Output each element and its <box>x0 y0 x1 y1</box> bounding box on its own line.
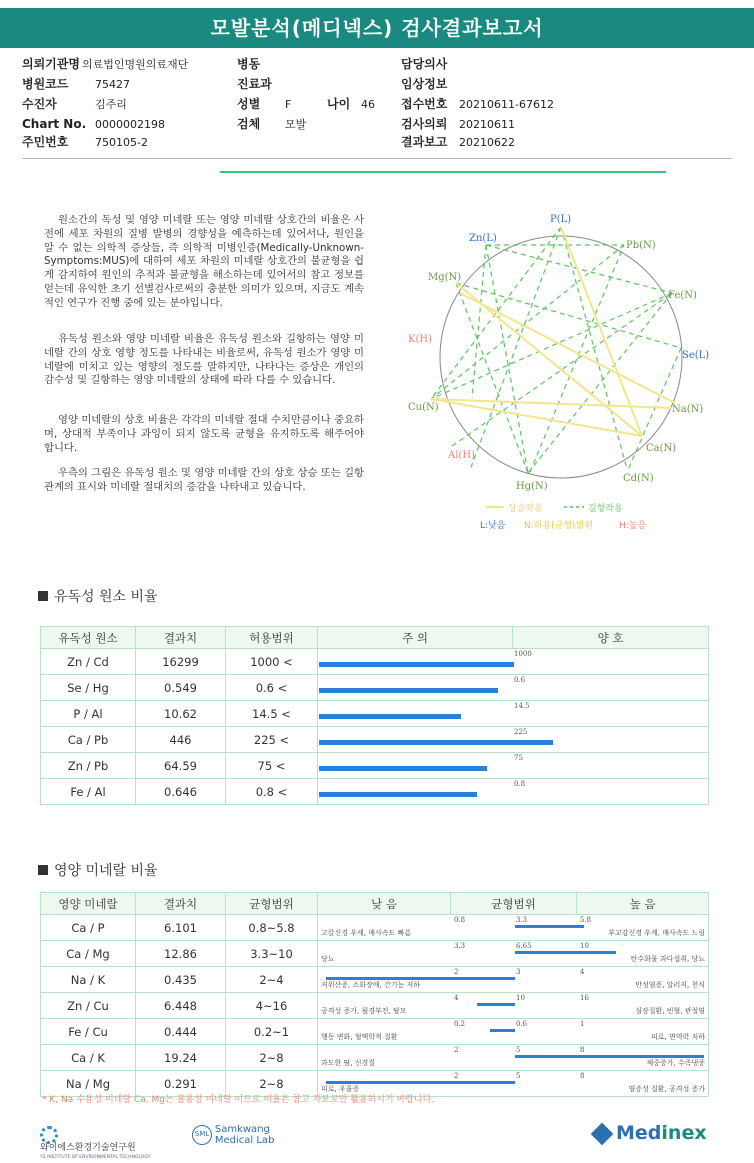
request-value: 20210611 <box>459 118 515 131</box>
node-na: Na(N) <box>672 404 704 415</box>
age-value: 46 <box>361 98 375 111</box>
toxic-bar-cell <box>318 753 709 779</box>
nutri-high-desc: 부교감신경 우세, 매사속도 느림 <box>608 929 705 937</box>
patient-value: 김주리 <box>95 98 127 111</box>
nutri-high-desc: 염증성 질환, 공격성 증가 <box>628 1085 705 1093</box>
toxic-bar <box>319 688 498 693</box>
sml-logo-icon: SML <box>192 1125 212 1145</box>
nutri-value: 0.444 <box>136 1019 226 1045</box>
toxic-tick: 75 <box>514 754 523 762</box>
nutri-high-desc: 피로, 면역력 저하 <box>650 1033 705 1041</box>
node-hg: Hg(N) <box>516 481 548 492</box>
nutri-bar-cell <box>318 993 709 1019</box>
node-fe: Fe(N) <box>668 290 697 301</box>
report-label: 결과보고 <box>401 135 448 149</box>
receipt-value: 20210611-67612 <box>459 98 554 111</box>
nutri-range: 0.2~1 <box>226 1019 318 1045</box>
toxic-col-range: 허용범위 <box>226 627 318 649</box>
samkwang-sub: Medical Lab <box>214 1135 275 1146</box>
nutri-bar-cell <box>318 941 709 967</box>
toxic-value: 0.646 <box>136 779 226 805</box>
section-square-icon <box>38 591 48 601</box>
nutri-tick-high: 8 <box>580 1046 585 1054</box>
nutri-tick-low: 4 <box>454 994 459 1002</box>
node-al: Al(H) <box>448 450 475 461</box>
toxic-col-value: 결과치 <box>136 627 226 649</box>
nutri-tick-mid: 3.3 <box>516 916 528 924</box>
nutri-tick-high: 4 <box>580 968 585 976</box>
toxic-header-row <box>41 627 709 649</box>
nutri-bar <box>515 1055 704 1058</box>
header-doctor <box>401 56 447 72</box>
toxic-value: 64.59 <box>136 753 226 779</box>
nutri-bar <box>490 1029 515 1032</box>
nutri-value: 6.101 <box>136 915 226 941</box>
intro-paragraph-4: 우측의 그림은 유독성 원소 및 영양 미네랄 간의 상호 상승 또는 길항 관계의 표시와 미네랄 절대치의 증감을 나타내고 있습니다. <box>44 467 364 493</box>
nutri-row <box>41 1045 709 1071</box>
nutri-tick-mid: 6.65 <box>516 942 532 950</box>
nutri-row <box>41 967 709 993</box>
nutri-range: 2~8 <box>226 1045 318 1071</box>
toxic-tick: 0.6 <box>514 676 526 684</box>
toxic-tick: 1000 <box>514 650 532 658</box>
nutri-low-desc: 피로, 우울증 <box>321 1085 360 1093</box>
section-square-icon <box>38 865 48 875</box>
toxic-element: Zn / Cd <box>41 649 136 675</box>
nutri-col-balance: 균형범위 <box>451 893 577 915</box>
nutri-value: 12.86 <box>136 941 226 967</box>
nutri-row <box>41 1019 709 1045</box>
nutri-col-value: 결과치 <box>136 893 226 915</box>
legend-high: H:높음 <box>619 521 647 531</box>
sex-value: F <box>285 98 292 111</box>
doctor-label: 담당의사 <box>401 57 448 71</box>
nutri-bar-cell <box>318 915 709 941</box>
medinex-brand-b: inex <box>661 1122 707 1144</box>
nutri-value: 0.435 <box>136 967 226 993</box>
report-value: 20210622 <box>459 136 515 149</box>
toxic-value: 16299 <box>136 649 226 675</box>
nutri-value: 6.448 <box>136 993 226 1019</box>
toxic-tick: 225 <box>514 728 528 736</box>
node-cu: Cu(N) <box>408 402 439 413</box>
node-se: Se(L) <box>682 350 710 361</box>
medinex-logo <box>594 1122 710 1144</box>
nutri-low-desc: 과도한 땀, 신경질 <box>321 1059 376 1067</box>
nutri-high-desc: 심장질환, 빈혈, 관절염 <box>635 1007 705 1015</box>
institution-label: 의뢰기관명 <box>22 57 80 71</box>
nutri-range: 2~8 <box>226 1071 318 1097</box>
institution-value: 의료법인명원의료재단 <box>82 58 189 71</box>
nutri-tick-high: 5.8 <box>580 916 592 924</box>
header-clinical <box>401 76 447 92</box>
toxic-element: Se / Hg <box>41 675 136 701</box>
nutri-tick-mid: 10 <box>516 994 525 1002</box>
toxic-range: 14.5 < <box>226 701 318 727</box>
nutri-header-row <box>41 893 709 915</box>
node-cd: Cd(N) <box>623 473 654 484</box>
header-institution <box>22 56 188 73</box>
header-divider <box>22 158 732 159</box>
nutri-tick-high: 10 <box>580 942 589 950</box>
nutri-col-low: 낮 음 <box>318 893 451 915</box>
footnote: * K, Na 수용성 미네랄 Ca, Mg는 불용성 미네랄 이므로 비율은 참고 자료로만 활용하시기 바랍니다. <box>42 1095 435 1105</box>
toxic-bar-cell <box>318 779 709 805</box>
toxic-row <box>41 753 709 779</box>
samkwang-name: Samkwang <box>214 1124 270 1135</box>
nutri-row <box>41 941 709 967</box>
chart-label: Chart No. <box>22 117 87 131</box>
nutri-tick-low: 2 <box>454 1046 459 1054</box>
nutri-row <box>41 915 709 941</box>
nutri-mineral: Ca / P <box>41 915 136 941</box>
nutri-tick-high: 1 <box>580 1020 585 1028</box>
header-dept <box>237 76 272 92</box>
nutri-bar-cell <box>318 967 709 993</box>
intro-paragraph-3: 영양 미네랄의 상호 비율은 각각의 미네랄 절대 수치만큼이나 중요하며, 상대적 부족이나 과잉이 되지 않도록 균형을 유지하도록 해주어야 합니다. <box>44 414 364 454</box>
node-ca: Ca(N) <box>646 443 677 454</box>
toxic-bar-cell <box>318 675 709 701</box>
nutri-low-desc: 고칼신경 우세, 매사속도 빠름 <box>321 929 412 937</box>
request-label: 검사의뢰 <box>401 117 448 131</box>
nutri-col-high: 높 음 <box>577 893 709 915</box>
toxic-title-text: 유독성 원소 비율 <box>54 589 158 605</box>
nutri-mineral: Na / K <box>41 967 136 993</box>
toxic-col-caution: 주 의 <box>318 627 513 649</box>
nutri-value: 19.24 <box>136 1045 226 1071</box>
header-sex <box>237 96 375 113</box>
nutri-tick-mid: 0.6 <box>516 1020 528 1028</box>
nutri-high-desc: 만성염증, 알러지, 천식 <box>635 981 705 989</box>
nutri-tick-low: 2 <box>454 968 459 976</box>
nutri-row <box>41 993 709 1019</box>
toxic-section-title <box>38 586 158 606</box>
nutri-bar <box>515 951 616 954</box>
toxic-col-good: 양 호 <box>513 627 709 649</box>
toxic-bar <box>319 766 487 771</box>
nutri-mineral: Ca / K <box>41 1045 136 1071</box>
nutri-value: 0.291 <box>136 1071 226 1097</box>
toxic-bar <box>319 740 553 745</box>
patient-label: 수진자 <box>22 97 57 111</box>
mineral-interaction-diagram <box>400 208 720 538</box>
specimen-value: 모발 <box>285 118 307 131</box>
toxic-element: Ca / Pb <box>41 727 136 753</box>
nutri-range: 4~16 <box>226 993 318 1019</box>
nutri-mineral: Na / Mg <box>41 1071 136 1097</box>
toxic-range: 1000 < <box>226 649 318 675</box>
header-hospital-code <box>22 76 130 93</box>
toxic-bar <box>319 662 514 667</box>
toxic-range: 75 < <box>226 753 318 779</box>
nutri-low-desc: 행동 변화, 혈액학적 질환 <box>321 1033 398 1041</box>
toxic-value: 446 <box>136 727 226 753</box>
nutri-tick-mid: 5 <box>516 1072 521 1080</box>
samkwang-logo <box>192 1124 302 1146</box>
antagonism-lines <box>431 227 681 473</box>
nutri-tick-low: 0.2 <box>454 1020 466 1028</box>
header-report <box>401 134 515 151</box>
resident-value: 750105-2 <box>95 136 148 149</box>
node-p: P(L) <box>550 214 572 225</box>
nutri-high-desc: 탄수화물 과다섭취, 당뇨 <box>630 955 705 963</box>
legend-synergy: 상승작용 <box>508 504 543 514</box>
nutri-ratio-table <box>40 892 709 1097</box>
dept-label: 진료과 <box>237 77 272 91</box>
toxic-range: 225 < <box>226 727 318 753</box>
ys-logo-icon <box>40 1126 58 1144</box>
header-specimen <box>237 116 306 133</box>
toxic-bar-cell <box>318 701 709 727</box>
nutri-range: 0.8~5.8 <box>226 915 318 941</box>
nutri-low-desc: 당뇨 <box>321 955 335 963</box>
legend-low: L:낮음 <box>480 521 506 531</box>
toxic-element: Fe / Al <box>41 779 136 805</box>
toxic-value: 10.62 <box>136 701 226 727</box>
clinical-label: 임상정보 <box>401 77 448 91</box>
nutri-col-mineral: 영양 미네랄 <box>41 893 136 915</box>
nutri-mineral: Fe / Cu <box>41 1019 136 1045</box>
nutri-tick-low: 3.3 <box>454 942 466 950</box>
intro-paragraph-1: 원소간의 독성 및 영양 미네랄 또는 영양 미네랄 상호간의 비율은 사전에 세포 차원의 질병 발병의 경향성을 예측하는데 있어서나, 원인을 알 수 없는 의학적 증상들, 즉 의학적 미병인증(Medically-Unknown-Symptoms:MUS)에 대하여 세포 차원의 미네랄 상호간의 불균형을 쉽게 감지하여 원인의 추적과 불균형을 해소하는데 있어서의 참고 정보를 얻는데 유익한 초기 선별검사로써의 충분한 의미가 있으며, 지금도 계속적인 연구가 진행 중에 있는 분야입니다. <box>44 214 364 309</box>
toxic-row <box>41 701 709 727</box>
header-ward <box>237 56 260 72</box>
medinex-brand-a: Med <box>616 1122 662 1144</box>
ward-label: 병동 <box>237 57 261 71</box>
intro-paragraph-2: 유독성 원소와 영양 미네랄 비율은 유독성 원소와 길항하는 영양 미네랄 간의 상호 영향 정도를 나타내는 비율로써, 유독성 원소가 영양 미네랄에 미치고 있는 영향의 정도를 말하지만, 나타나는 증상은 개인의 감수성 및 길항하는 영양 미네랄의 상태에 따라 다를 수 있습니다. <box>44 333 364 387</box>
nutri-mineral: Ca / Mg <box>41 941 136 967</box>
synergy-lines <box>431 227 675 436</box>
nutri-col-range: 균형범위 <box>226 893 318 915</box>
toxic-row <box>41 675 709 701</box>
toxic-element: P / Al <box>41 701 136 727</box>
toxic-element: Zn / Pb <box>41 753 136 779</box>
nutri-section-title <box>38 860 158 880</box>
nutri-tick-mid: 5 <box>516 1046 521 1054</box>
nutri-range: 2~4 <box>226 967 318 993</box>
toxic-bar-cell <box>318 649 709 675</box>
receipt-label: 접수번호 <box>401 97 448 111</box>
toxic-value: 0.549 <box>136 675 226 701</box>
chart-value: 0000002198 <box>95 118 165 131</box>
nutri-bar <box>326 977 515 980</box>
ys-name: 와이에스환경기술연구원 <box>40 1143 136 1153</box>
ys-sub: YS INSTITUTE OF ENVIRONMENTAL TECHNOLOGY <box>40 1155 151 1160</box>
green-divider <box>220 171 666 173</box>
ys-institute-logo <box>40 1126 170 1162</box>
medinex-diamond-icon <box>591 1122 614 1145</box>
nutri-range: 3.3~10 <box>226 941 318 967</box>
hospital-code-value: 75427 <box>95 78 130 91</box>
toxic-row <box>41 727 709 753</box>
node-pb: Pb(N) <box>626 240 656 251</box>
toxic-range: 0.8 < <box>226 779 318 805</box>
toxic-row <box>41 649 709 675</box>
nutri-tick-low: 2 <box>454 1072 459 1080</box>
toxic-col-element: 유독성 원소 <box>41 627 136 649</box>
nutri-bar-cell <box>318 1019 709 1045</box>
nutri-tick-low: 0.8 <box>454 916 466 924</box>
toxic-row <box>41 779 709 805</box>
nutri-low-desc: 저위산증, 소화장애, 간기능 저하 <box>321 981 421 989</box>
age-label: 나이 <box>327 97 351 111</box>
nutri-high-desc: 체중증가, 수족냉증 <box>646 1059 705 1067</box>
header-patient <box>22 96 127 113</box>
sex-label: 성별 <box>237 97 261 111</box>
nutri-bar <box>477 1003 515 1006</box>
legend-normal: N:허용(균형)범위 <box>524 521 593 531</box>
nutri-low-desc: 공격성 증가, 월경부전, 탈모 <box>321 1007 407 1015</box>
header-receipt <box>401 96 554 113</box>
nutri-tick-high: 8 <box>580 1072 585 1080</box>
header-resident <box>22 134 148 151</box>
toxic-bar-cell <box>318 727 709 753</box>
diagram-legend <box>480 502 646 531</box>
toxic-range: 0.6 < <box>226 675 318 701</box>
toxic-bar <box>319 792 477 797</box>
resident-label: 주민번호 <box>22 135 69 149</box>
nutri-mineral: Zn / Cu <box>41 993 136 1019</box>
nutri-bar <box>326 1081 515 1084</box>
nutri-tick-high: 16 <box>580 994 589 1002</box>
hospital-code-label: 병원코드 <box>22 77 69 91</box>
nutri-bar <box>515 925 584 928</box>
toxic-tick: 0.8 <box>514 780 526 788</box>
header-chart <box>22 116 165 133</box>
node-mg: Mg(N) <box>428 272 462 283</box>
nutri-tick-mid: 3 <box>516 968 521 976</box>
specimen-label: 검체 <box>237 117 261 131</box>
toxic-tick: 14.5 <box>514 702 530 710</box>
nutri-bar-cell <box>318 1045 709 1071</box>
report-title: 모발분석(메디넥스) 검사결과보고서 <box>0 8 754 48</box>
node-k: K(H) <box>408 334 432 345</box>
node-zn: Zn(L) <box>469 233 497 244</box>
toxic-ratio-table <box>40 626 709 805</box>
nutri-title-text: 영양 미네랄 비율 <box>54 863 158 879</box>
toxic-bar <box>319 714 461 719</box>
header-request <box>401 116 515 133</box>
legend-antagonism: 길항작용 <box>588 504 623 514</box>
